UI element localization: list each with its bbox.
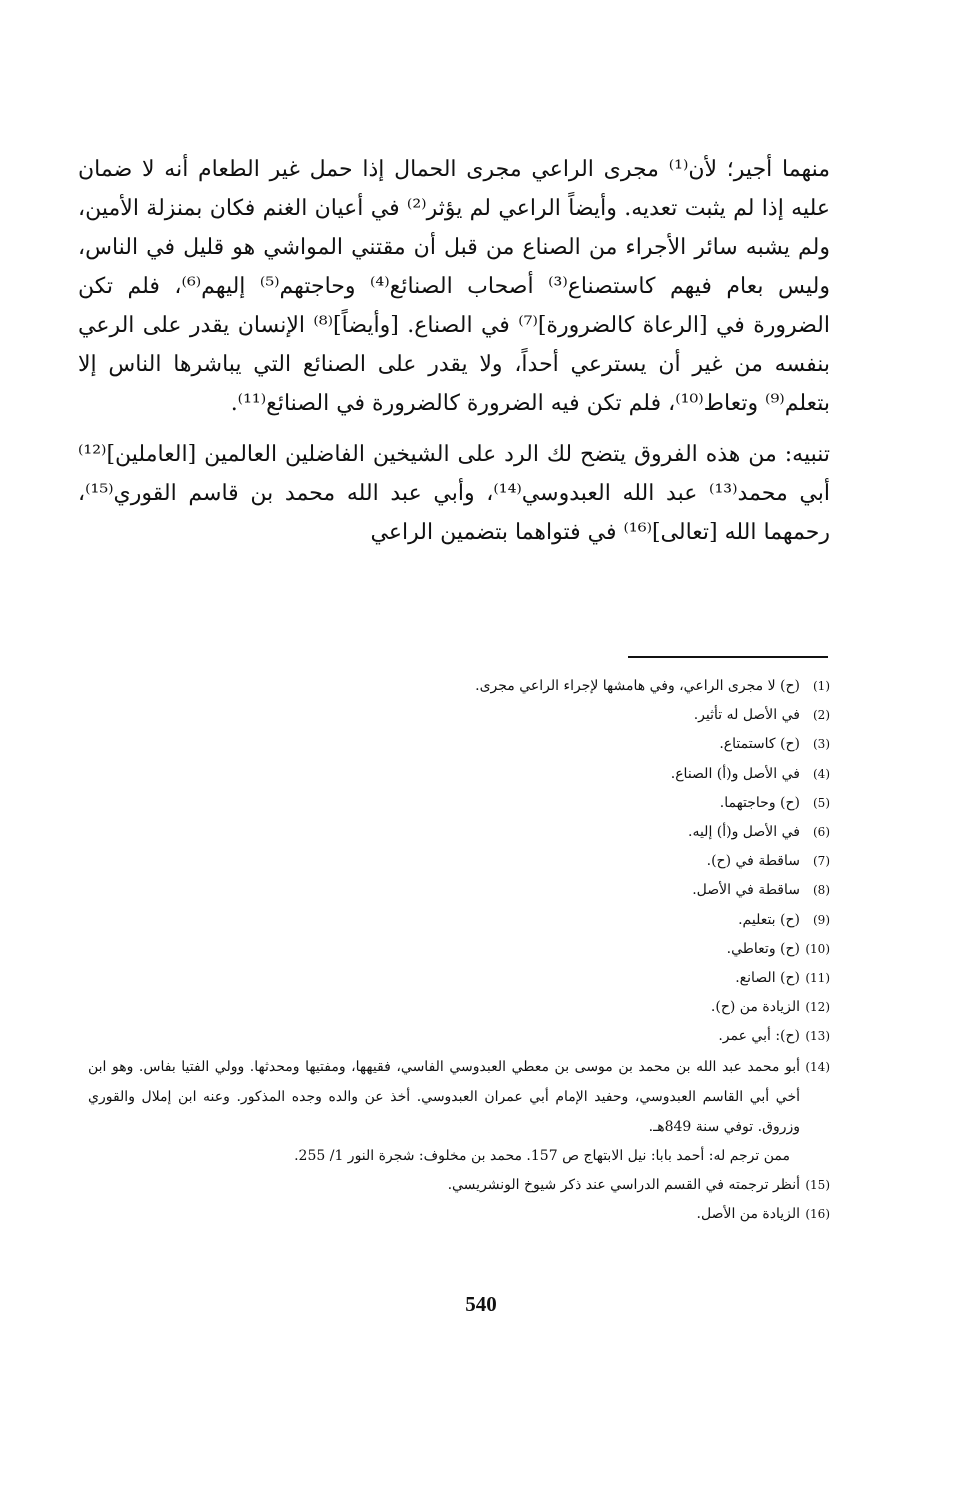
footnote-text: أنظر ترجمته في القسم الدراسي عند ذكر شيوخ الونشريسي. [447,1176,800,1193]
footnote-text: (ح) وحاجتهما. [719,794,800,811]
footnote-8 [88,876,830,905]
footnote-number: (10) [805,941,830,956]
footnote-text: (ح) وتعاطي. [726,940,800,957]
footnote-text: في الأصل و(أ) إليه. [688,824,800,841]
footnote-number: (8) [812,883,830,898]
footnote-text: ساقطة في (ح). [706,853,800,870]
footnote-number: (16) [805,1207,830,1222]
footnote-12 [88,993,830,1022]
footnote-number: (11) [805,971,830,986]
footnote-number: (9) [812,912,830,927]
footnote-11 [88,964,830,993]
footnote-separator-rule [628,656,828,658]
footnote-number: (1) [812,679,830,693]
body-paragraph-1: منهما أجير؛ لأن⁽¹⁾ مجرى الراعي مجرى الحمال إذا حمل غير الطعام أنه لا ضمان عليه إذا لم يثبت تعديه. وأيضاً الراعي لم يؤثر⁽²⁾ في أعيان الغنم فكان بمنزلة الأمين، ولم يشبه سائر الأجراء من الصناع من قبل أن مقتني المواشي هو قليل في الناس، وليس بعام فيهم كاستصناع⁽³⁾ أصحاب الصنائع⁽⁴⁾ وحاجتهم⁽⁵⁾ إليهم⁽⁶⁾، فلم تكن الضرورة في [الرعاة كالضرورة]⁽⁷⁾ في الصناع. [وأيضاً]⁽⁸⁾ الإنسان يقدر على الرعي بنفسه من غير أن يسترعي أحداً، ولا يقدر على الصنائع التي يباشرها الناس إلا بتعلم⁽⁹⁾ وتعاط⁽¹⁰⁾، فلم تكن فيه الضرورة كالضرورة في الصنائع⁽¹¹⁾. [78,157,831,416]
main-text-block [78,150,830,552]
footnote-14-sources [88,1142,830,1171]
footnote-1 [88,672,830,701]
footnote-10 [88,935,830,964]
footnote-number: (6) [812,825,830,840]
footnote-4 [88,760,830,789]
footnote-number: (3) [812,737,830,752]
footnote-number: (12) [805,1000,830,1015]
footnote-text: في الأصل و(أ) الصناع. [670,765,800,782]
page-number: 540 [465,1292,497,1316]
footnote-number: (13) [805,1029,830,1044]
footnote-text: ساقطة في الأصل. [692,882,800,899]
footnote-text: في الأصل له تأثير. [693,707,800,724]
footnote-14 [88,1052,830,1142]
footnote-text: أبو محمد عبد الله بن محمد بن موسى بن معطي العبدوسي الفاسي، فقيهها، ومفتيها ومحدثها. وولي الفتيا بفاس. وهو ابن أخي أبي القاسم العبدوسي، وحفيد الإمام أبي عمران العبدوسي. أخذ عن والده وجده المذكور. وعنه ابن إملال والقوري وزروق. توفي سنة 849هـ. [88,1058,800,1135]
footnote-16 [88,1200,830,1229]
footnote-number: (2) [812,708,830,723]
footnote-6 [88,818,830,847]
footnotes-block [88,672,830,1229]
footnote-text: ممن ترجم له: أحمد بابا: نيل الابتهاج ص 157. محمد بن مخلوف: شجرة النور 1/ 255. [294,1147,790,1164]
footnote-9 [88,906,830,935]
footnote-text: (ح) كاستمتاع. [719,736,800,753]
footnote-text: (ح) الصانع. [735,970,800,987]
footnote-5 [88,789,830,818]
footnote-number: (4) [812,766,830,781]
footnote-number: (5) [812,795,830,810]
footnote-13 [88,1022,830,1051]
footnote-text: (ح): أبي عمر. [718,1028,800,1045]
footnote-15 [88,1171,830,1200]
footnote-number: (15) [805,1177,830,1192]
body-paragraph-tanbih: تنبيه: من هذه الفروق يتضح لك الرد على الشيخين الفاضلين العالمين [العاملين]⁽¹²⁾ أبي محمد⁽¹³⁾ عبد الله العبدوسي⁽¹⁴⁾، وأبي عبد الله محمد بن قاسم القوري⁽¹⁵⁾، رحمهما الله [تعالى]⁽¹⁶⁾ في فتواهما بتضمين الراعي [78,442,830,545]
footnote-3 [88,730,830,759]
footnote-number: (14) [805,1059,830,1074]
footnote-7 [88,847,830,876]
footnote-text: الزيادة من (ح). [710,999,800,1016]
footnote-text: (ح) لا مجرى الراعي، وفي هامشها لإجراء الراعي مجرى. [475,678,800,694]
footnote-2 [88,701,830,730]
footnote-text: (ح) بتعليم. [738,911,800,928]
footnote-text: الزيادة من الأصل. [696,1206,800,1223]
footnote-number: (7) [812,854,830,869]
